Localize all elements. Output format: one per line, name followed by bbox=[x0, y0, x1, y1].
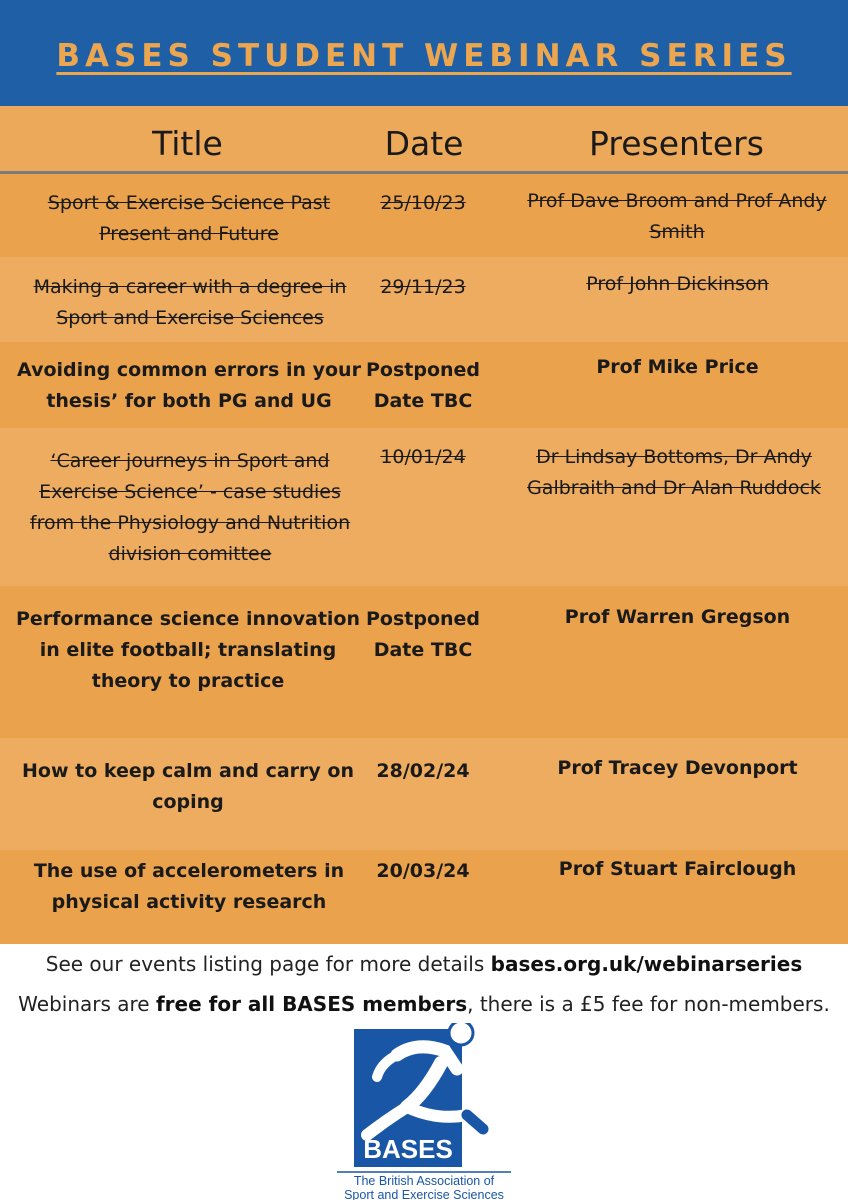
webinar-presenters: Prof Dave Broom and Prof Andy Smith bbox=[527, 190, 827, 243]
webinar-date: 29/11/23 bbox=[380, 276, 466, 298]
column-header-date: Date bbox=[384, 124, 464, 163]
logo-acronym: BASES bbox=[363, 1134, 453, 1164]
webinar-presenters: Prof Tracey Devonport bbox=[557, 757, 798, 779]
table-row bbox=[0, 257, 848, 342]
webinar-date: Postponed Date TBC bbox=[365, 608, 481, 661]
events-listing-note: See our events listing page for more details bases.org.uk/webinarseries bbox=[45, 952, 803, 976]
webinar-title: ‘Career journeys in Sport and Exercise Science’ - case studies from the Physiology and Nutrition division comittee bbox=[29, 450, 351, 565]
webinar-presenters: Dr Lindsay Bottoms, Dr Andy Galbraith and Dr Alan Ruddock bbox=[527, 446, 821, 499]
table-row bbox=[0, 586, 848, 738]
webinar-title: Performance science innovation in elite football; translating theory to practice bbox=[15, 608, 361, 692]
page-title: BASES STUDENT WEBINAR SERIES bbox=[56, 38, 792, 74]
table-row bbox=[0, 342, 848, 428]
table-row bbox=[0, 850, 848, 944]
logo-name-line-1: The British Association of bbox=[353, 1174, 495, 1188]
table-row bbox=[0, 738, 848, 850]
webinar-presenters: Prof Stuart Fairclough bbox=[558, 858, 797, 880]
webinar-date: Postponed Date TBC bbox=[365, 359, 481, 412]
webinar-presenters: Prof Mike Price bbox=[596, 356, 759, 378]
bases-logo bbox=[337, 1023, 511, 1200]
webinar-table bbox=[0, 106, 848, 944]
webinar-series-link[interactable]: bases.org.uk/webinarseries bbox=[490, 952, 803, 976]
webinar-date: 25/10/23 bbox=[380, 192, 466, 214]
webinar-date: 10/01/24 bbox=[380, 446, 466, 468]
table-row bbox=[0, 174, 848, 257]
webinar-title: Avoiding common errors in your thesis’ for both PG and UG bbox=[17, 359, 361, 412]
webinar-presenters: Prof Warren Gregson bbox=[564, 606, 791, 628]
logo-name-line-2: Sport and Exercise Sciences bbox=[344, 1188, 504, 1200]
pricing-note: Webinars are free for all BASES members, there is a £5 fee for non-members. bbox=[18, 992, 830, 1016]
running-figure-icon bbox=[337, 1023, 511, 1200]
webinar-date: 20/03/24 bbox=[376, 860, 470, 882]
webinar-title: How to keep calm and carry on coping bbox=[22, 760, 354, 813]
webinar-title: Sport & Exercise Science Past Present and Future bbox=[47, 192, 331, 245]
column-header-presenters: Presenters bbox=[589, 124, 764, 163]
webinar-title: Making a career with a degree in Sport and Exercise Sciences bbox=[33, 276, 347, 329]
webinar-title: The use of accelerometers in physical activity research bbox=[33, 860, 345, 913]
column-header-title: Title bbox=[152, 124, 223, 163]
webinar-presenters: Prof John Dickinson bbox=[586, 273, 769, 295]
table-header-row bbox=[0, 106, 848, 174]
header-banner bbox=[0, 0, 848, 106]
webinar-date: 28/02/24 bbox=[376, 760, 470, 782]
table-row bbox=[0, 428, 848, 586]
